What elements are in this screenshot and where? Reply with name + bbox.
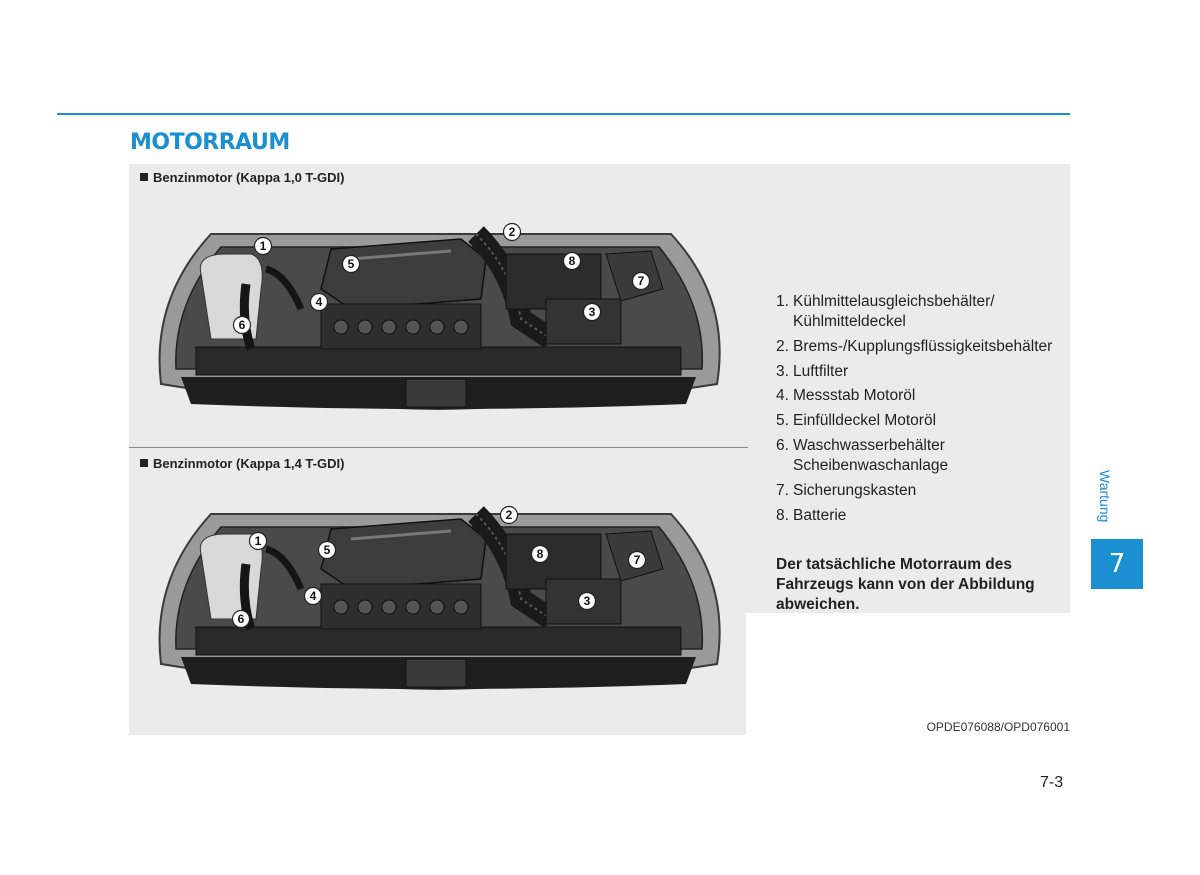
legend-item: 7. Sicherungskasten [776, 481, 917, 499]
callout-number: 8 [536, 547, 544, 562]
component-legend [776, 292, 1066, 530]
callout-number: 2 [508, 225, 516, 240]
callout-badge [305, 588, 322, 605]
callout-number: 7 [637, 274, 645, 289]
square-bullet-icon [140, 173, 148, 181]
callout-badge [234, 317, 251, 334]
callout-number: 5 [347, 257, 355, 272]
chapter-tab: 7 [1091, 539, 1143, 589]
legend-item: 6. Waschwasserbehälter Scheibenwaschanlage [776, 436, 949, 474]
callout-number: 1 [259, 239, 267, 254]
callout-badge [255, 238, 272, 255]
figure-divider [129, 447, 748, 448]
engine-bay-figure-2 [151, 489, 726, 699]
square-bullet-icon [140, 459, 148, 467]
legend-item: 5. Einfülldeckel Motoröl [776, 412, 937, 430]
callout-badge [233, 611, 250, 628]
illustration-panel [129, 164, 1070, 735]
callout-badge [311, 294, 328, 311]
callout-number: 3 [583, 594, 591, 609]
engine-bay-figure-1 [151, 209, 726, 419]
callout-number: 8 [568, 254, 576, 269]
panel-white-strip [746, 613, 1070, 735]
callout-number: 5 [323, 543, 331, 558]
legend-item: 1. Kühlmittelausgleichsbehälter/ Kühlmitteldeckel [776, 293, 995, 330]
callout-number: 1 [254, 534, 262, 549]
figure-caption-1: Benzinmotor (Kappa 1,0 T-GDI) [140, 170, 344, 185]
callout-number: 4 [315, 295, 323, 310]
callout-badge [343, 256, 360, 273]
callout-badge [633, 273, 650, 290]
figure-caption-2: Benzinmotor (Kappa 1,4 T-GDI) [140, 456, 344, 471]
header-rule [57, 113, 1070, 115]
callout-badge [564, 253, 581, 270]
callout-number: 2 [505, 508, 513, 523]
callout-number: 4 [309, 589, 317, 604]
engine-bay-illustration [151, 489, 726, 699]
legend-item: 8. Batterie [776, 506, 847, 524]
legend-item: 3. Luftfilter [776, 362, 849, 380]
callout-badge [504, 224, 521, 241]
page-number: 7-3 [1040, 774, 1064, 791]
legend-item: 2. Brems-/Kupplungsflüssigkeitsbehälter [776, 337, 1053, 355]
callout-number: 3 [588, 305, 596, 320]
callout-number: 6 [238, 318, 246, 333]
reference-code: OPDE076088/OPD076001 [926, 720, 1070, 734]
engine-bay-illustration [151, 209, 726, 419]
chapter-label: Wartung [1097, 470, 1113, 523]
callout-badge [532, 546, 549, 563]
disclaimer-note: Der tatsächliche Motorraum des Fahrzeugs kann von der Abbildung abweichen. [776, 556, 1035, 613]
callout-badge [501, 507, 518, 524]
callout-number: 6 [237, 612, 245, 627]
callout-badge [584, 304, 601, 321]
section-title: MOTORRAUM [130, 130, 290, 155]
callout-badge [629, 552, 646, 569]
callout-badge [250, 533, 267, 550]
legend-item: 4. Messstab Motoröl [776, 387, 916, 405]
callout-badge [319, 542, 336, 559]
callout-badge [579, 593, 596, 610]
callout-number: 7 [633, 553, 641, 568]
